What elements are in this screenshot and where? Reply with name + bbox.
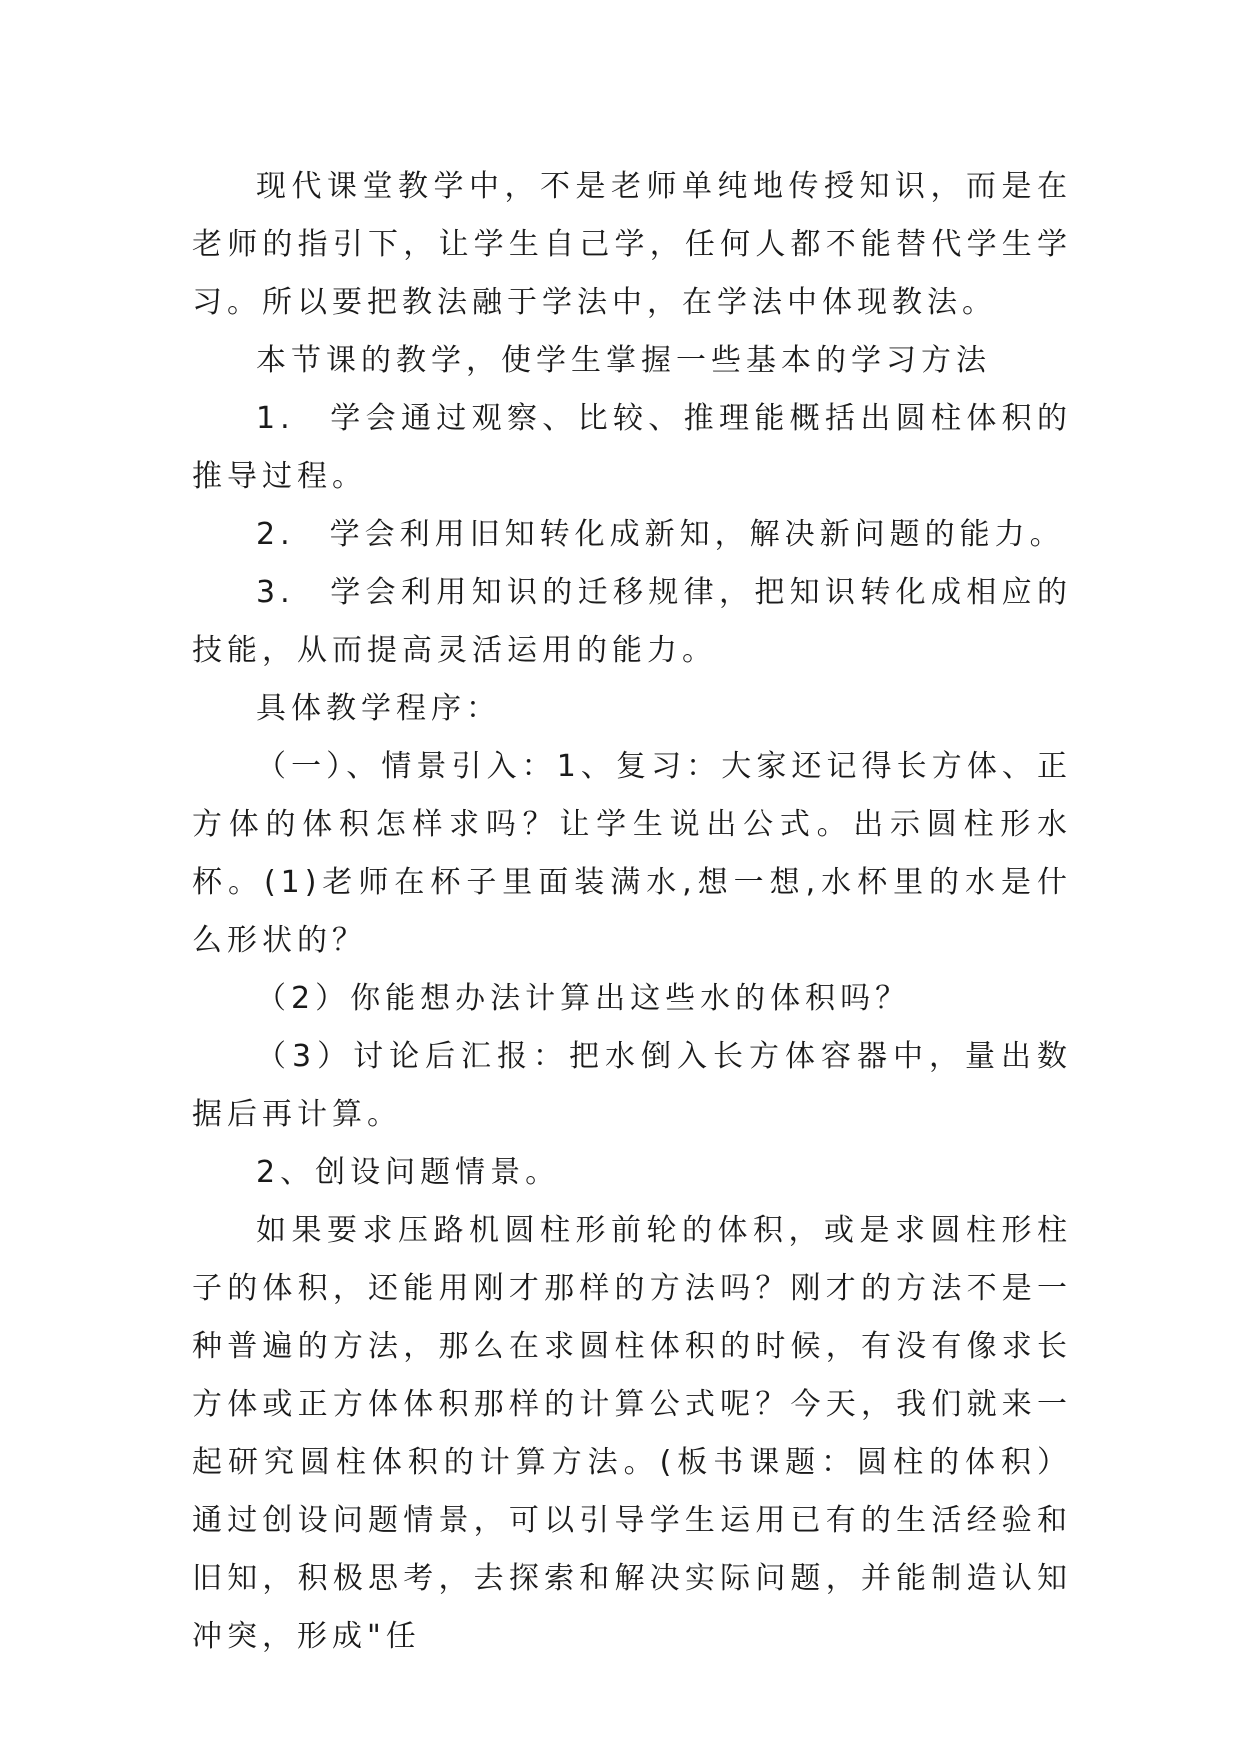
paragraph-methods-heading: 本节课的教学，使学生掌握一些基本的学习方法	[256, 343, 991, 378]
document-body	[192, 158, 1072, 1666]
paragraph-question-2: （2）你能想办法计算出这些水的体积吗？	[256, 981, 911, 1016]
paragraph-problem-scene-heading: 2、创设问题情景。	[256, 1155, 561, 1190]
paragraph-problem-scene: 如果要求压路机圆柱形前轮的体积，或是求圆柱形柱子的体积，还能用刚才那样的方法吗？刚才的方法不是一种普遍的方法，那么在求圆柱体积的时候，有没有像求长方体或正方体体积那样的计算公式呢？今天，我们就来一起研究圆柱体积的计算方法。(板书课题：圆柱的体积）通过创设问题情景，可以引导学生运用已有的生活经验和旧知，积极思考，去探索和解决实际问题，并能制造认知冲突，形成"任	[192, 1213, 1072, 1654]
paragraph-method-3: 3. 学会利用知识的迁移规律，把知识转化成相应的技能，从而提高灵活运用的能力。	[192, 575, 1072, 668]
paragraph-intro: 现代课堂教学中，不是老师单纯地传授知识，而是在老师的指引下，让学生自己学，任何人都不能替代学生学习。所以要把教法融于学法中，在学法中体现教法。	[192, 169, 1072, 320]
paragraph-scene-intro: （一）、情景引入：1、复习：大家还记得长方体、正方体的体积怎样求吗？让学生说出公式。出示圆柱形水杯。(1)老师在杯子里面装满水,想一想,水杯里的水是什么形状的？	[192, 749, 1072, 958]
paragraph-procedure-heading: 具体教学程序：	[256, 691, 501, 726]
paragraph-method-2: 2. 学会利用旧知转化成新知，解决新问题的能力。	[256, 517, 1065, 552]
paragraph-question-3: （3）讨论后汇报：把水倒入长方体容器中，量出数据后再计算。	[192, 1039, 1072, 1132]
paragraph-method-1: 1. 学会通过观察、比较、推理能概括出圆柱体积的推导过程。	[192, 401, 1072, 494]
